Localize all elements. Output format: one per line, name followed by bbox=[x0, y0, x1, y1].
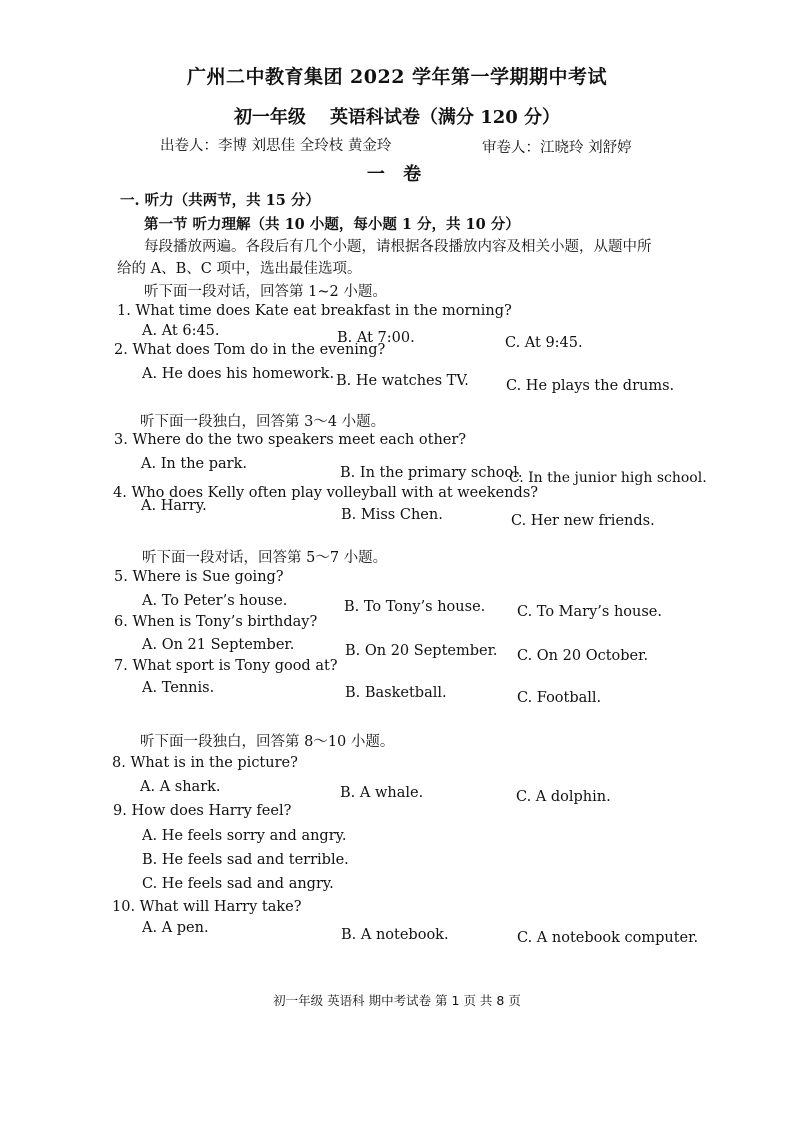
option-c: C. Football. bbox=[517, 690, 602, 706]
question-text: 9. How does Harry feel? bbox=[113, 803, 292, 819]
option-c: C. Her new friends. bbox=[511, 513, 655, 529]
option-a: A. A pen. bbox=[142, 920, 209, 936]
option-c: C. A dolphin. bbox=[516, 789, 611, 805]
option-a: A. He feels sorry and angry. bbox=[142, 828, 347, 844]
reviewers-line: 审卷人：江晓玲 刘舒婷 bbox=[482, 140, 632, 156]
option-b: B. On 20 September. bbox=[345, 643, 498, 659]
group-header: 听下面一段独白，回答第 3～4 小题。 bbox=[140, 414, 386, 430]
part-title: 第一节 听力理解（共 10 小题，每小题 1 分，共 10 分） bbox=[144, 216, 520, 233]
option-c: C. A notebook computer. bbox=[517, 930, 699, 946]
volume-heading: 一 卷 bbox=[366, 164, 428, 185]
group-header: 听下面一段对话，回答第 5～7 小题。 bbox=[142, 550, 388, 566]
group-header: 听下面一段对话，回答第 1~2 小题。 bbox=[144, 284, 387, 300]
option-b: B. A notebook. bbox=[341, 927, 449, 943]
section-title: 一. 听力（共两节，共 15 分） bbox=[120, 192, 320, 209]
exam-subtitle bbox=[0, 103, 794, 129]
question-text: 7. What sport is Tony good at? bbox=[114, 658, 338, 674]
question-text: 3. Where do the two speakers meet each other? bbox=[114, 432, 467, 448]
option-a: A. A shark. bbox=[140, 779, 221, 795]
option-b: B. He watches TV. bbox=[336, 373, 469, 389]
option-a: A. On 21 September. bbox=[142, 637, 295, 653]
subject-label: 英语科试卷（满分 120 分） bbox=[329, 107, 561, 128]
exam-title: 广州二中教育集团 2022 学年第一学期期中考试 bbox=[186, 66, 608, 88]
group-header: 听下面一段独白，回答第 8～10 小题。 bbox=[140, 734, 395, 750]
option-a: A. Harry. bbox=[141, 498, 207, 514]
authors-line: 出卷人：李博 刘思佳 全玲枝 黄金玲 bbox=[160, 138, 392, 154]
option-c: C. He plays the drums. bbox=[506, 378, 675, 394]
option-b: B. A whale. bbox=[340, 785, 424, 801]
question-text: 6. When is Tony’s birthday? bbox=[114, 614, 318, 630]
question-text: 10. What will Harry take? bbox=[112, 899, 302, 915]
option-a: A. Tennis. bbox=[142, 680, 215, 696]
option-b: B. At 7:00. bbox=[337, 330, 415, 346]
option-c: C. On 20 October. bbox=[517, 648, 649, 664]
option-c: C. In the junior high school. bbox=[509, 470, 707, 486]
option-b: B. Basketball. bbox=[345, 685, 447, 701]
option-a: A. In the park. bbox=[141, 456, 247, 472]
question-text: 1. What time does Kate eat breakfast in the morning? bbox=[117, 303, 512, 319]
option-a: A. To Peter’s house. bbox=[142, 593, 288, 609]
option-b: B. To Tony’s house. bbox=[344, 599, 486, 615]
question-text: 5. Where is Sue going? bbox=[114, 569, 284, 585]
page-footer: 初一年级 英语科 期中考试卷 第 1 页 共 8 页 bbox=[273, 993, 521, 1008]
grade-label: 初一年级 bbox=[233, 107, 306, 128]
option-c: C. At 9:45. bbox=[505, 335, 583, 351]
option-c: C. He feels sad and angry. bbox=[142, 876, 334, 892]
question-text: 4. Who does Kelly often play volleyball with at weekends? bbox=[113, 485, 539, 501]
option-a: A. He does his homework. bbox=[142, 366, 335, 382]
option-a: A. At 6:45. bbox=[142, 323, 220, 339]
instruction-line-1: 每段播放两遍。各段后有几个小题，请根据各段播放内容及相关小题，从题中所 bbox=[144, 239, 652, 255]
instruction-line-2: 给的 A、B、C 项中，选出最佳选项。 bbox=[117, 261, 362, 277]
option-b: B. He feels sad and terrible. bbox=[142, 852, 349, 868]
option-c: C. To Mary’s house. bbox=[517, 604, 662, 620]
question-text: 8. What is in the picture? bbox=[112, 755, 298, 771]
question-text: 2. What does Tom do in the evening? bbox=[114, 342, 386, 358]
option-b: B. In the primary school. bbox=[340, 465, 523, 481]
option-b: B. Miss Chen. bbox=[341, 507, 443, 523]
